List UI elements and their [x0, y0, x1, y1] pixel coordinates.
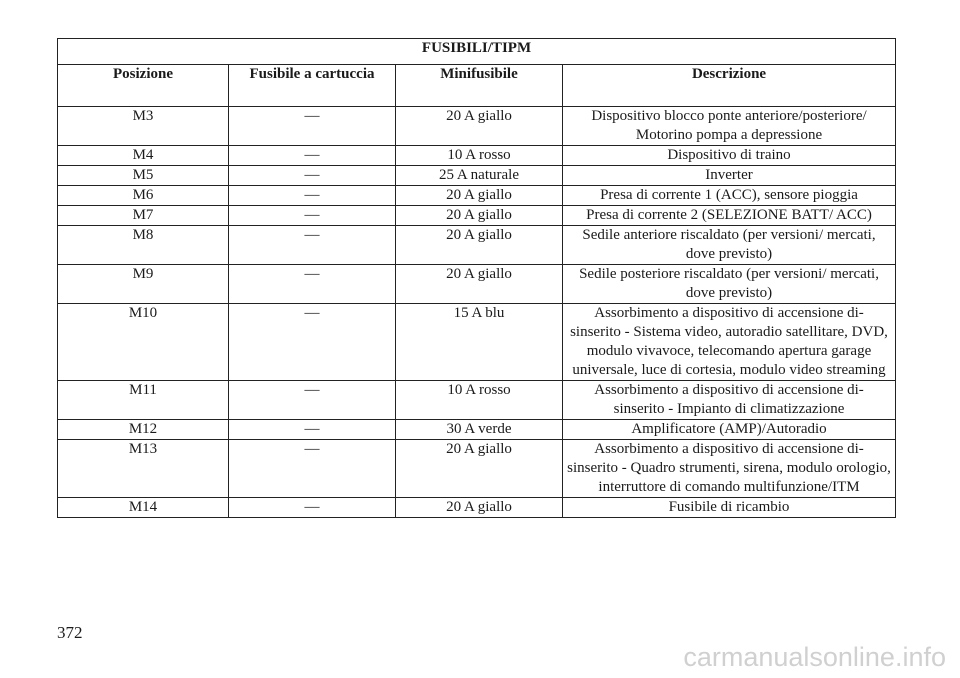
table-row — [58, 107, 896, 146]
cell-cartridge-fuse: — — [229, 265, 396, 304]
cell-description: Assorbimento a dispositivo di accensione di- sinserito - Quadro strumenti, sirena, modulo orologio, interruttore di comando multifunzione/ITM — [563, 440, 896, 498]
page-number: 372 — [57, 623, 83, 642]
cell-position: M5 — [58, 166, 229, 186]
table-title: FUSIBILI/TIPM — [58, 39, 896, 65]
table-body — [58, 107, 896, 518]
cell-mini-fuse: 20 A giallo — [396, 206, 563, 226]
cell-cartridge-fuse: — — [229, 206, 396, 226]
cell-cartridge-fuse: — — [229, 146, 396, 166]
cell-cartridge-fuse: — — [229, 226, 396, 265]
cell-cartridge-fuse: — — [229, 166, 396, 186]
cell-description: Presa di corrente 1 (ACC), sensore pioggia — [563, 186, 896, 206]
cell-position: M4 — [58, 146, 229, 166]
cell-position: M8 — [58, 226, 229, 265]
cell-cartridge-fuse: — — [229, 107, 396, 146]
cell-description: Dispositivo di traino — [563, 146, 896, 166]
table-row — [58, 206, 896, 226]
cell-mini-fuse: 10 A rosso — [396, 146, 563, 166]
table-header-row — [58, 65, 896, 107]
table-title-row — [58, 39, 896, 65]
cell-cartridge-fuse: — — [229, 186, 396, 206]
cell-cartridge-fuse: — — [229, 381, 396, 420]
table-row — [58, 420, 896, 440]
cell-mini-fuse: 20 A giallo — [396, 265, 563, 304]
cell-description: Presa di corrente 2 (SELEZIONE BATT/ ACC) — [563, 206, 896, 226]
header-mini-fuse: Minifusibile — [396, 65, 563, 107]
table-row — [58, 381, 896, 420]
cell-mini-fuse: 30 A verde — [396, 420, 563, 440]
table-row — [58, 226, 896, 265]
cell-mini-fuse: 20 A giallo — [396, 498, 563, 518]
table-row — [58, 265, 896, 304]
cell-cartridge-fuse: — — [229, 420, 396, 440]
cell-mini-fuse: 20 A giallo — [396, 107, 563, 146]
watermark-logo: carmanualsonline.info — [683, 642, 946, 672]
cell-cartridge-fuse: — — [229, 498, 396, 518]
cell-description: Inverter — [563, 166, 896, 186]
cell-position: M14 — [58, 498, 229, 518]
cell-description: Sedile anteriore riscaldato (per versioni/ mercati, dove previsto) — [563, 226, 896, 265]
table-row — [58, 166, 896, 186]
table-row — [58, 146, 896, 166]
cell-mini-fuse: 20 A giallo — [396, 186, 563, 206]
cell-position: M10 — [58, 304, 229, 381]
cell-position: M11 — [58, 381, 229, 420]
header-cartridge-fuse: Fusibile a cartuccia — [229, 65, 396, 107]
cell-description: Assorbimento a dispositivo di accensione di- sinserito - Impianto di climatizzazione — [563, 381, 896, 420]
cell-description: Amplificatore (AMP)/Autoradio — [563, 420, 896, 440]
cell-position: M7 — [58, 206, 229, 226]
header-position: Posizione — [58, 65, 229, 107]
cell-description: Assorbimento a dispositivo di accensione di- sinserito - Sistema video, autoradio satellitare, DVD, modulo vivavoce, telecomando apertura garage universale, luce di cortesia, modulo video streaming — [563, 304, 896, 381]
cell-mini-fuse: 20 A giallo — [396, 226, 563, 265]
cell-description: Fusibile di ricambio — [563, 498, 896, 518]
table-row — [58, 498, 896, 518]
cell-position: M3 — [58, 107, 229, 146]
fuse-table — [57, 38, 896, 518]
table-row — [58, 440, 896, 498]
cell-position: M13 — [58, 440, 229, 498]
header-description: Descrizione — [563, 65, 896, 107]
cell-mini-fuse: 20 A giallo — [396, 440, 563, 498]
table-row — [58, 304, 896, 381]
cell-cartridge-fuse: — — [229, 440, 396, 498]
cell-description: Dispositivo blocco ponte anteriore/posteriore/ Motorino pompa a depressione — [563, 107, 896, 146]
cell-position: M6 — [58, 186, 229, 206]
cell-position: M9 — [58, 265, 229, 304]
cell-mini-fuse: 15 A blu — [396, 304, 563, 381]
cell-description: Sedile posteriore riscaldato (per versioni/ mercati, dove previsto) — [563, 265, 896, 304]
table-row — [58, 186, 896, 206]
cell-mini-fuse: 25 A naturale — [396, 166, 563, 186]
cell-cartridge-fuse: — — [229, 304, 396, 381]
cell-position: M12 — [58, 420, 229, 440]
cell-mini-fuse: 10 A rosso — [396, 381, 563, 420]
